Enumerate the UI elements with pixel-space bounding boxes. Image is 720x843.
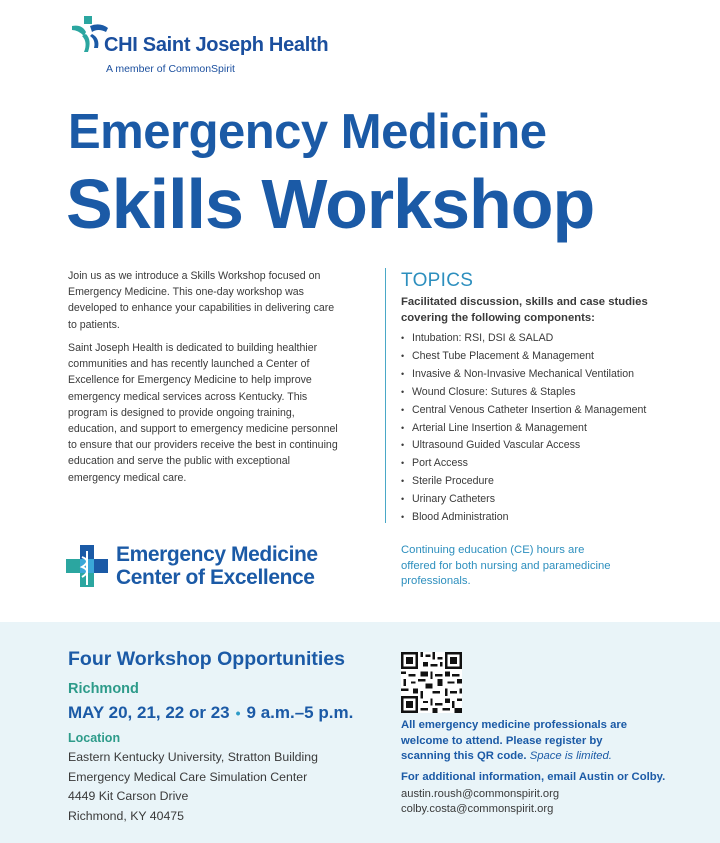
- topic-item: • Central Venous Catheter Insertion & Management: [401, 402, 646, 420]
- coe-title-line2: Center of Excellence: [116, 566, 315, 589]
- email-link-austin[interactable]: austin.roush@commonspirit.org: [401, 788, 560, 800]
- center-of-excellence-icon: [66, 545, 108, 589]
- topic-item: • Invasive & Non-Invasive Mechanical Ventilation: [401, 366, 646, 384]
- location-address: [68, 748, 318, 826]
- separator-dot: •: [235, 705, 241, 721]
- topic-item: • Intubation: RSI, DSI & SALAD: [401, 330, 646, 348]
- intro-paragraph-2: Saint Joseph Health is dedicated to building healthier communities and has recently launched a Center of Excellence for Emergency Medicine to help improve emergency medical services across Kentucky. This program is designed to provide ongoing training, education, and support to emergency medicine personnel to ensure that our providers receive the best in continuing education and serve the public with exceptional emergency medical care.: [68, 342, 338, 484]
- register-instructions: [401, 718, 646, 765]
- coe-title-line1: Emergency Medicine: [116, 543, 318, 566]
- email-link-colby[interactable]: colby.costa@commonspirit.org: [401, 803, 554, 815]
- page-title-line2: Skills Workshop: [66, 165, 595, 243]
- topic-item: • Sterile Procedure: [401, 473, 646, 491]
- topic-item: • Port Access: [401, 455, 646, 473]
- address-line: Richmond, KY 40475: [68, 808, 184, 823]
- time-text: 9 a.m.–5 p.m.: [246, 703, 354, 722]
- topic-item: • Ultrasound Guided Vascular Access: [401, 437, 646, 455]
- dates-text: MAY 20, 21, 22 or 23: [68, 703, 230, 722]
- topic-item: • Arterial Line Insertion & Management: [401, 420, 646, 438]
- brand-name: CHI Saint Joseph Health: [104, 34, 329, 56]
- contact-info: For additional information, email Austin or Colby.: [401, 771, 666, 783]
- address-line: 4449 Kit Carson Drive: [68, 789, 189, 803]
- topics-intro: Facilitated discussion, skills and case studies covering the following components:: [401, 296, 648, 324]
- topics-list: [401, 330, 646, 527]
- register-text: All emergency medicine professionals are welcome to attend. Please register by scanning this QR code.: [401, 719, 628, 762]
- page-title-line1: Emergency Medicine: [68, 105, 547, 159]
- space-limited-note: Space is limited.: [529, 750, 612, 762]
- brand-tagline: A member of CommonSpirit: [106, 63, 235, 75]
- workshop-title: Four Workshop Opportunities: [68, 648, 345, 670]
- topic-item: • Chest Tube Placement & Management: [401, 348, 646, 366]
- location-label: Location: [68, 731, 121, 745]
- topics-heading: TOPICS: [401, 270, 474, 291]
- topic-item: • Urinary Catheters: [401, 491, 646, 509]
- address-line: Eastern Kentucky University, Stratton Building: [68, 750, 318, 764]
- address-line: Emergency Medical Care Simulation Center: [68, 769, 308, 784]
- topic-item: • Wound Closure: Sutures & Staples: [401, 384, 646, 402]
- topic-item: • Blood Administration: [401, 509, 646, 527]
- column-divider: [385, 268, 386, 523]
- workshop-city: Richmond: [68, 681, 139, 697]
- workshop-dates: [68, 703, 353, 723]
- intro-paragraph-1: Join us as we introduce a Skills Workshop focused on Emergency Medicine. This one-day workshop was developed to enhance your capabilities in delivering care to patients.: [68, 270, 335, 331]
- qr-code-icon[interactable]: [401, 652, 462, 713]
- ce-hours-note: Continuing education (CE) hours are offered for both nursing and paramedicine professionals.: [401, 544, 611, 588]
